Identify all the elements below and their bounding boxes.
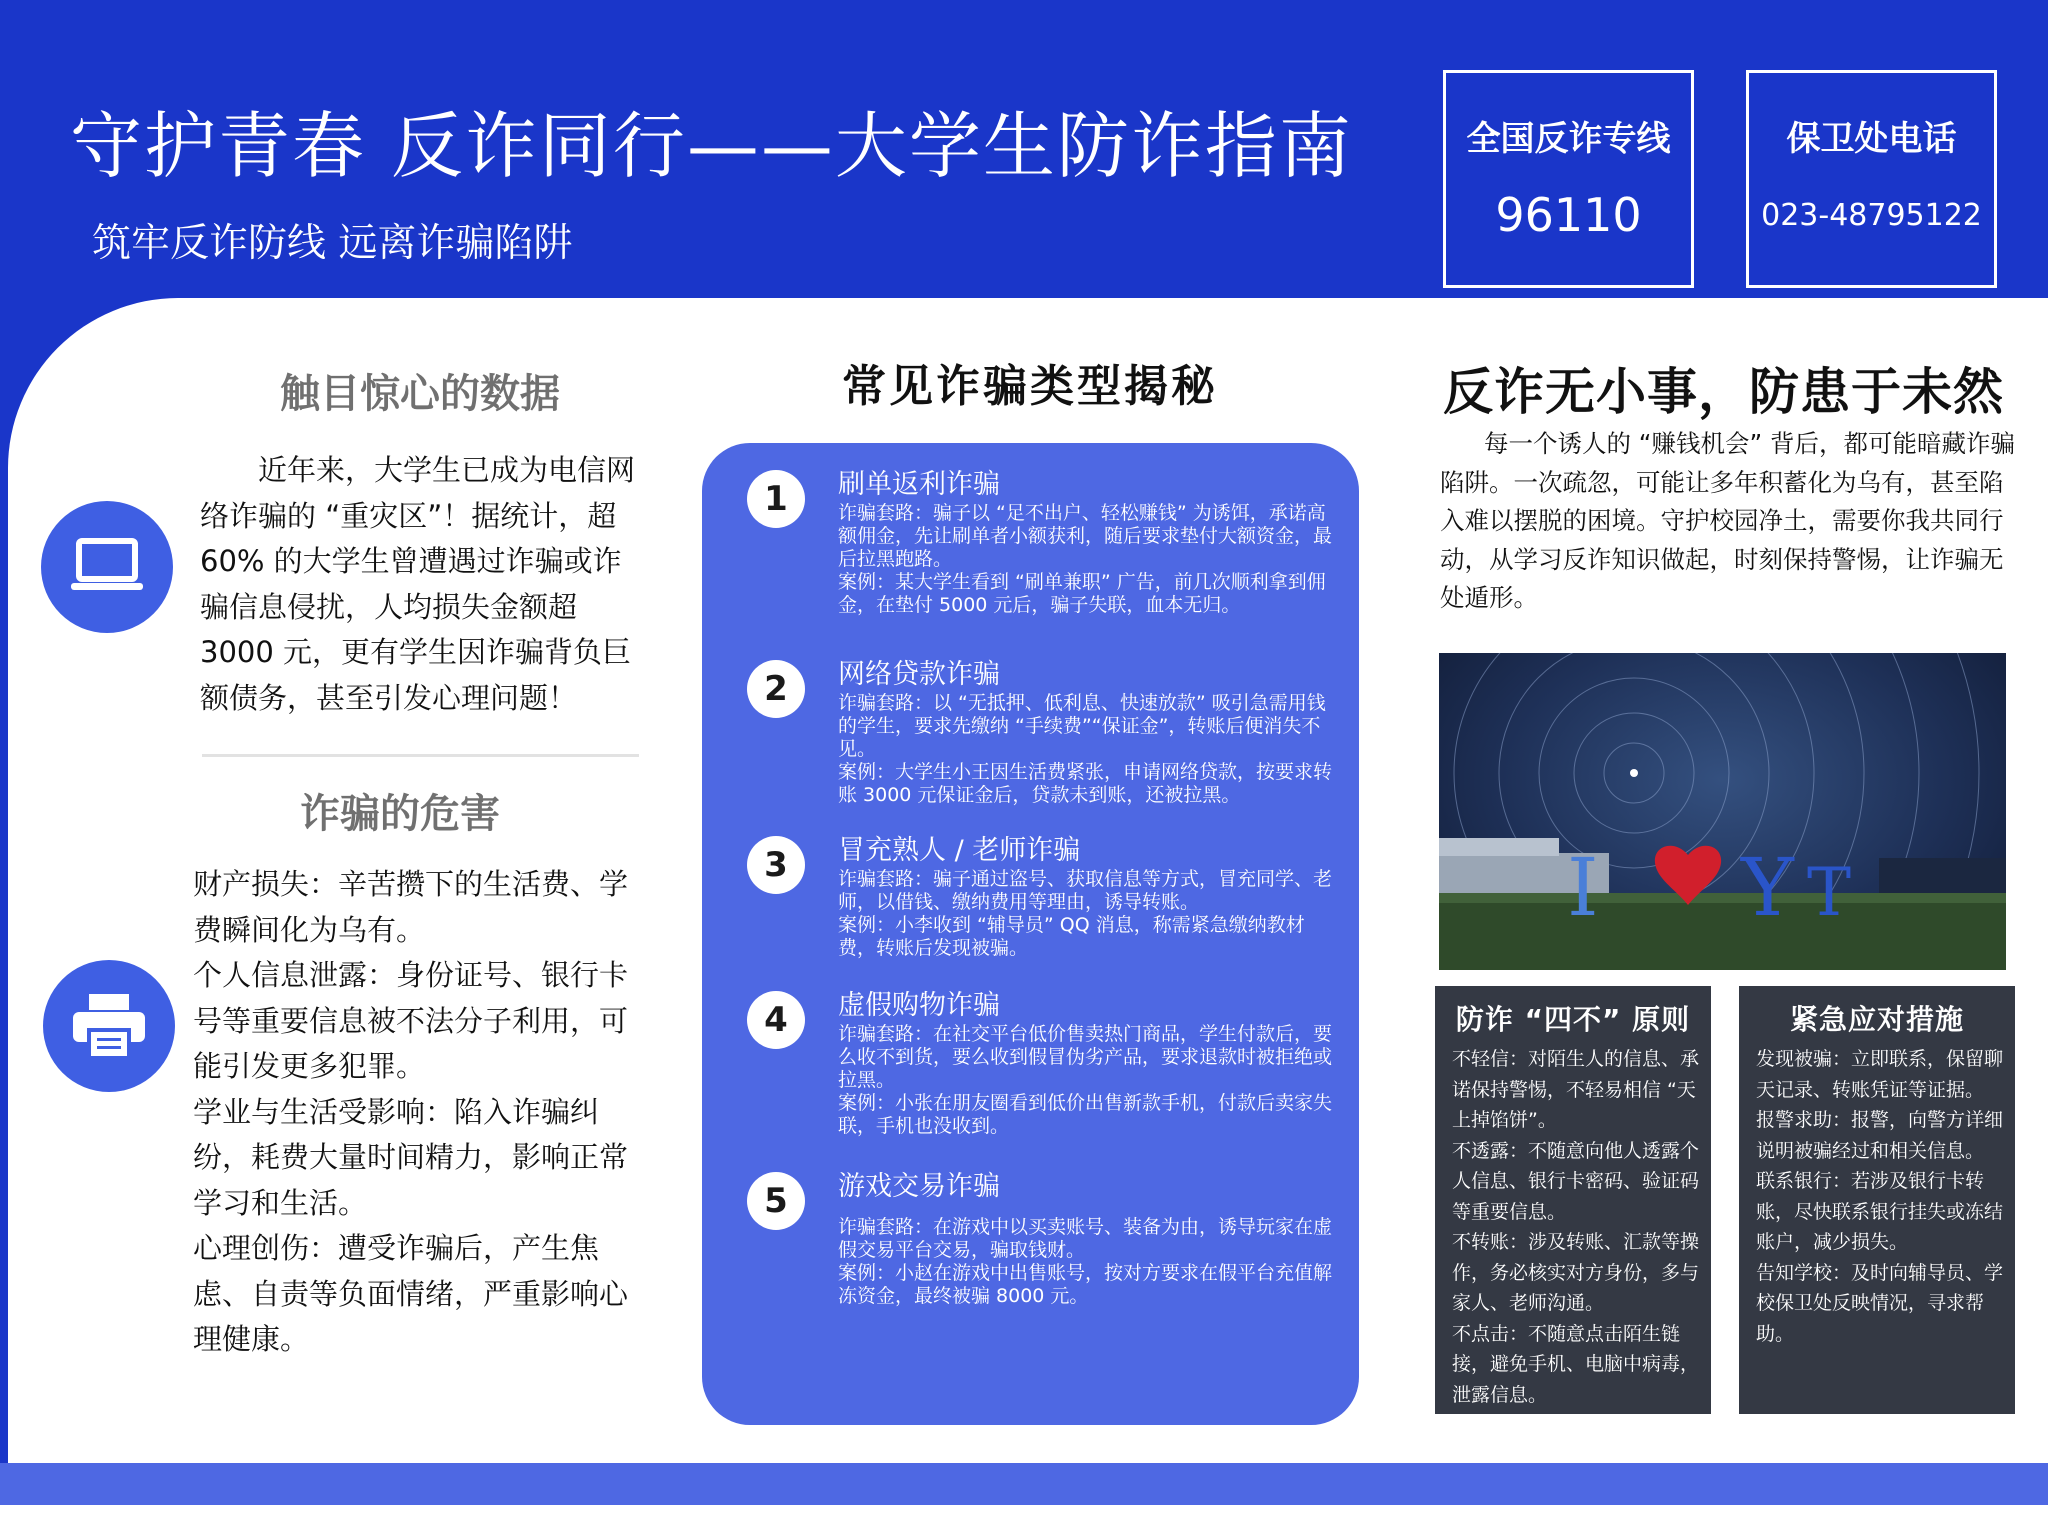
fraud-type-case: 案例：小李收到 “辅导员” QQ 消息，称需紧急缴纳教材费，转账后发现被骗。 bbox=[838, 914, 1305, 959]
emergency-measures-box bbox=[1739, 986, 2015, 1414]
fraud-type-item bbox=[752, 658, 1342, 807]
fraud-type-item bbox=[752, 468, 1342, 617]
principle-item: 不点击：不随意点击陌生链接，避免手机、电脑中病毒，泄露信息。 bbox=[1452, 1322, 1700, 1406]
fraud-type-item bbox=[752, 1170, 1342, 1308]
harm-item: 学业与生活受影响：陷入诈骗纠纷，耗费大量时间精力，影响正常学习和生活。 bbox=[193, 1094, 629, 1220]
footer-strip bbox=[0, 1505, 2048, 1514]
fraud-type-name: 网络贷款诈骗 bbox=[838, 659, 1000, 690]
hotline-label: 保卫处电话 bbox=[1786, 119, 1957, 159]
measure-item: 告知学校：及时向辅导员、学校保卫处反映情况，寻求帮助。 bbox=[1756, 1261, 2004, 1345]
four-no-list bbox=[1435, 1044, 1711, 1410]
measure-item: 发现被骗：立即联系，保留聊天记录、转账凭证等证据。 bbox=[1756, 1048, 2004, 1101]
harm-list bbox=[193, 862, 645, 1363]
principle-item: 不透露：不随意向他人透露个人信息、银行卡密码、验证码等重要信息。 bbox=[1452, 1139, 1700, 1223]
fraud-type-case: 案例：小赵在游戏中出售账号，按对方要求在假平台充值解冻资金，最终被骗 8000 元。 bbox=[838, 1262, 1333, 1307]
harm-item: 个人信息泄露：身份证号、银行卡号等重要信息被不法分子利用，可能引发更多犯罪。 bbox=[193, 958, 629, 1083]
hotline-label: 全国反诈专线 bbox=[1466, 119, 1671, 159]
printer-icon bbox=[43, 960, 175, 1092]
photo-letter: I bbox=[1567, 841, 1599, 934]
hotline-number: 023-48795122 bbox=[1761, 198, 1982, 233]
emergency-title: 紧急应对措施 bbox=[1789, 1003, 1964, 1036]
page-subtitle: 筑牢反诈防线 远离诈骗陷阱 bbox=[92, 221, 573, 266]
photo-letter: Y bbox=[1741, 841, 1794, 934]
fraud-type-method: 诈骗套路：在游戏中以买卖账号、装备为由，诱导玩家在虚假交易平台交易，骗取钱财。 bbox=[838, 1216, 1333, 1261]
fraud-type-item bbox=[752, 834, 1342, 960]
number-badge: 5 bbox=[747, 1172, 805, 1230]
fraud-type-name: 刷单返利诈骗 bbox=[838, 469, 1000, 500]
laptop-icon bbox=[41, 501, 173, 633]
stats-text: 近年来，大学生已成为电信网络诈骗的 “重灾区”！据统计，超 60% 的大学生曾遭遇过诈骗或诈骗信息侵扰，人均损失金额超 3000 元，更有学生因诈骗背负巨额债务，甚至引发心理问题！ bbox=[200, 453, 636, 715]
harm-item: 心理创伤：遭受诈骗后，产生焦虑、自责等负面情绪，严重影响心理健康。 bbox=[193, 1231, 629, 1356]
hotline-national-box bbox=[1443, 70, 1694, 288]
fraud-types-panel bbox=[702, 443, 1359, 1425]
divider bbox=[202, 754, 639, 757]
campus-night-photo bbox=[1439, 653, 2006, 970]
principle-item: 不转账：涉及转账、汇款等操作，务必核实对方身份，多与家人、老师沟通。 bbox=[1452, 1231, 1700, 1314]
photo-letter: T bbox=[1807, 854, 1852, 931]
prevention-heading: 反诈无小事，防患于未然 bbox=[1443, 363, 2004, 421]
fraud-type-case: 案例：某大学生看到 “刷单兼职” 广告，前几次顺利拿到佣金，在垫付 5000 元后，骗子失联，血本无归。 bbox=[838, 571, 1326, 616]
harm-item: 财产损失：辛苦攒下的生活费、学费瞬间化为乌有。 bbox=[193, 867, 629, 947]
fraud-type-method: 诈骗套路：在社交平台低价售卖热门商品，学生付款后，要么收不到货，要么收到假冒伪劣产品，要求退款时被拒绝或拉黑。 bbox=[838, 1023, 1333, 1091]
hotline-security-box bbox=[1746, 70, 1997, 288]
number-badge: 3 bbox=[747, 836, 805, 894]
prevention-intro: 每一个诱人的 “赚钱机会” 背后，都可能暗藏诈骗陷阱。一次疏忽，可能让多年积蓄化为乌有，甚至陷入难以摆脱的困境。守护校园净土，需要你我共同行动，从学习反诈知识做起，时刻保持警惕，让诈骗无处遁形。 bbox=[1440, 429, 2015, 612]
number-badge: 4 bbox=[747, 991, 805, 1049]
measure-item: 报警求助：报警，向警方详细说明被骗经过和相关信息。 bbox=[1756, 1109, 2004, 1162]
four-no-principles-box bbox=[1435, 986, 1711, 1414]
fraud-type-name: 虚假购物诈骗 bbox=[838, 990, 1000, 1021]
fraud-type-case: 案例：大学生小王因生活费紧张，申请网络贷款，按要求转账 3000 元保证金后，贷款未到账，还被拉黑。 bbox=[838, 761, 1333, 806]
four-no-title: 防诈 “四不” 原则 bbox=[1455, 1003, 1691, 1036]
fraud-type-method: 诈骗套路：骗子以 “足不出户、轻松赚钱” 为诱饵，承诺高额佣金，先让刷单者小额获利，随后要求垫付大额资金，最后拉黑跑路。 bbox=[838, 502, 1333, 570]
fraud-type-name: 游戏交易诈骗 bbox=[838, 1171, 1000, 1202]
fraud-type-name: 冒充熟人 / 老师诈骗 bbox=[838, 835, 1081, 866]
number-badge: 1 bbox=[747, 470, 805, 528]
harm-heading: 诈骗的危害 bbox=[300, 791, 500, 837]
fraud-type-item bbox=[752, 989, 1342, 1138]
hotline-number: 96110 bbox=[1495, 188, 1642, 242]
number-badge: 2 bbox=[747, 660, 805, 718]
fraud-type-case: 案例：小张在朋友圈看到低价出售新款手机，付款后卖家失联，手机也没收到。 bbox=[838, 1092, 1333, 1137]
principle-item: 不轻信：对陌生人的信息、承诺保持警惕，不轻易相信 “天上掉馅饼”。 bbox=[1452, 1048, 1700, 1131]
page-title: 守护青春 反诈同行——大学生防诈指南 bbox=[70, 104, 1353, 188]
measure-item: 联系银行：若涉及银行卡转账，尽快联系银行挂失或冻结账户，减少损失。 bbox=[1756, 1170, 2004, 1253]
emergency-list bbox=[1739, 1044, 2015, 1349]
stats-heading: 触目惊心的数据 bbox=[280, 371, 560, 417]
fraud-type-method: 诈骗套路：骗子通过盗号、获取信息等方式，冒充同学、老师，以借钱、缴纳费用等理由，诱导转账。 bbox=[838, 868, 1333, 913]
fraud-type-method: 诈骗套路：以 “无抵押、低利息、快速放款” 吸引急需用钱的学生，要求先缴纳 “手续费”“保证金”，转账后便消失不见。 bbox=[838, 692, 1326, 760]
fraud-types-heading: 常见诈骗类型揭秘 bbox=[842, 361, 1218, 412]
